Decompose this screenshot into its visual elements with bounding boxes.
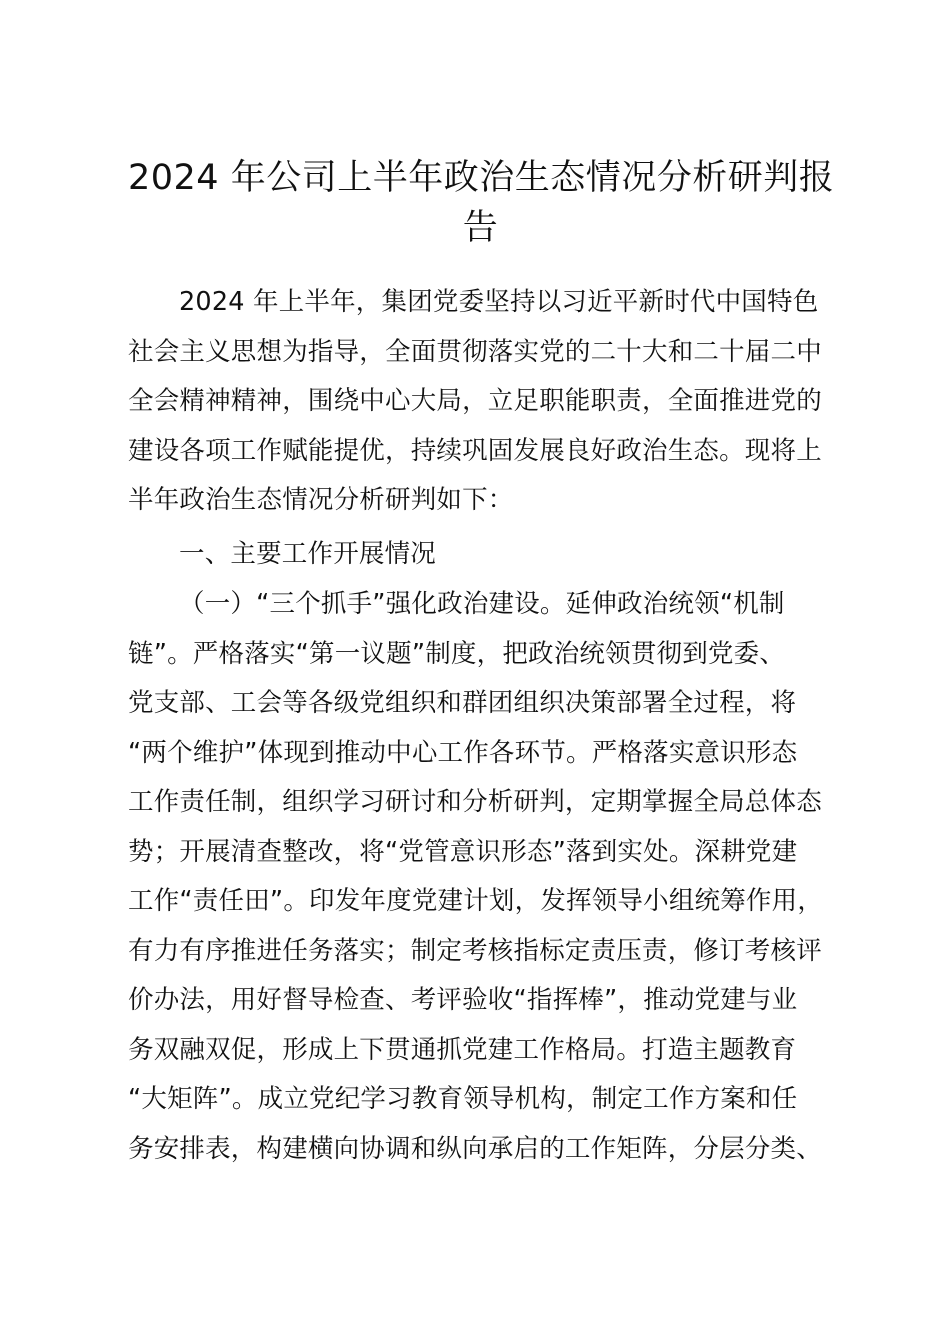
section-heading-text: 一、主要工作开展情况 xyxy=(179,539,437,569)
intro-line-1: 2024 年上半年，集团党委坚持以习近平新时代中国特色 xyxy=(179,287,819,317)
para1-line-12: 务安排表，构建横向协调和纵向承启的工作矩阵，分层分类、 xyxy=(128,1133,822,1164)
para1-line-6: 势；开展清查整改，将“党管意识形态”落到实处。深耕党建 xyxy=(128,836,798,867)
document-title xyxy=(128,153,833,253)
para1-line-9: 价办法，用好督导检查、考评验收“指挥棒”，推动党建与业 xyxy=(128,985,798,1015)
para1-line-4: “两个维护”体现到推动中心工作各环节。严格落实意识形态 xyxy=(128,737,798,768)
intro-paragraph xyxy=(128,278,833,526)
title-line-2: 告 xyxy=(462,208,499,248)
para1-line-8: 有力有序推进任务落实；制定考核指标定责压责，修订考核评 xyxy=(128,935,822,966)
intro-line-2: 社会主义思想为指导，全面贯彻落实党的二十大和二十届二中 xyxy=(128,336,822,367)
para1-line-11: “大矩阵”。成立党纪学习教育领导机构，制定工作方案和任 xyxy=(128,1084,798,1114)
title-line-1: 2024 年公司上半年政治生态情况分析研判报 xyxy=(128,158,835,198)
intro-line-4: 建设各项工作赋能提优，持续巩固发展良好政治生态。现将上 xyxy=(128,435,822,466)
para1-line-7: 工作“责任田”。印发年度党建计划，发挥领导小组统筹作用， xyxy=(128,886,824,916)
para1-line-5: 工作责任制，组织学习研讨和分析研判，定期掌握全局总体态 xyxy=(128,787,822,817)
para1-line-1: （一）“三个抓手”强化政治建设。延伸政治统领“机制 xyxy=(179,589,785,619)
section-heading xyxy=(128,530,833,580)
intro-line-5: 半年政治生态情况分析研判如下： xyxy=(128,485,514,515)
para1-line-3: 党支部、工会等各级党组织和群团组织决策部署全过程，将 xyxy=(128,688,797,718)
paragraph-1 xyxy=(128,580,833,1174)
intro-line-3: 全会精神精神，围绕中心大局，立足职能职责，全面推进党的 xyxy=(128,386,822,416)
para1-line-2: 链”。严格落实“第一议题”制度，把政治统领贯彻到党委、 xyxy=(128,638,786,669)
para1-line-10: 务双融双促，形成上下贯通抓党建工作格局。打造主题教育 xyxy=(128,1034,797,1065)
